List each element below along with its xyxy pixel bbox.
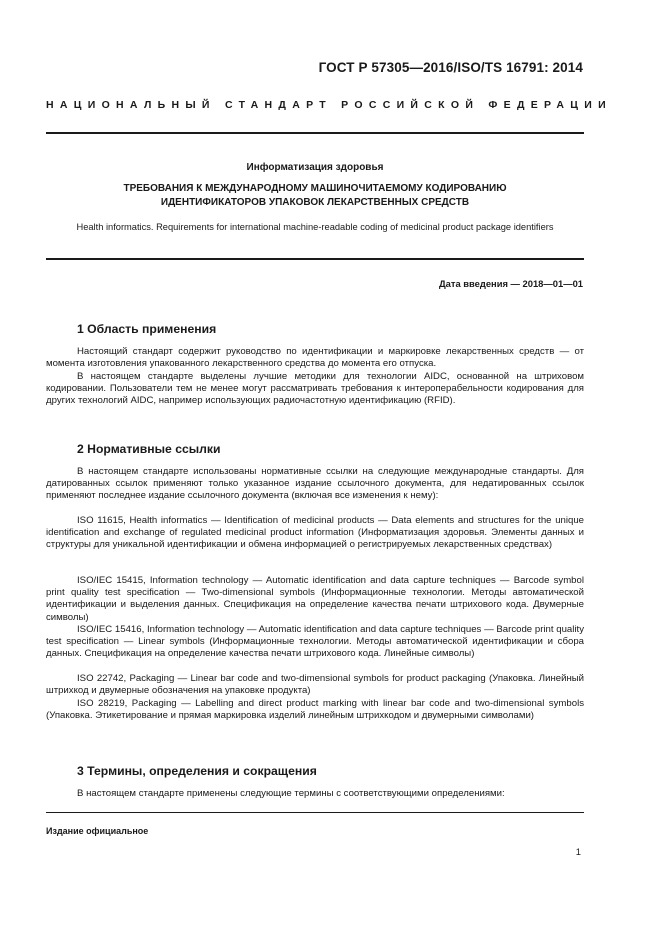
section-1-heading: 1 Область применения bbox=[77, 322, 217, 336]
national-standard-banner: НАЦИОНАЛЬНЫЙ СТАНДАРТ РОССИЙСКОЙ ФЕДЕРАЦИИ bbox=[46, 99, 612, 111]
title-line-1: ТРЕБОВАНИЯ К МЕЖДУНАРОДНОМУ МАШИНОЧИТАЕМОМУ КОДИРОВАНИЮ bbox=[123, 183, 507, 194]
reference-iso-11615: ISO 11615, Health informatics — Identification of medicinal products — Data elements and structures for the unique identification and exchange of regulated medicinal product information (Информатизация здоровья. Элементы данных и структуры для уникальной идентификации и обмена информацией о регистрируемых лекарственных средствах) bbox=[46, 515, 584, 551]
document-title bbox=[46, 182, 584, 210]
section-1-paragraph-2: В настоящем стандарте выделены лучшие методики для технологии AIDC, основанной на штриховом кодировании. Пользователи тем не менее могут рассматривать требования к интероперабельности кодирования для других технологий AIDC, например использующих радиочастотную идентификацию (RFID). bbox=[46, 371, 584, 407]
official-edition-label: Издание официальное bbox=[46, 826, 149, 836]
top-divider bbox=[46, 132, 584, 134]
title-divider bbox=[46, 258, 584, 260]
standard-code: ГОСТ Р 57305—2016/ISO/TS 16791: 2014 bbox=[318, 60, 583, 75]
english-title: Health informatics. Requirements for international machine-readable coding of medicinal product package identifiers bbox=[76, 222, 554, 232]
document-subtitle: Информатизация здоровья bbox=[246, 162, 384, 173]
reference-iso-22742: ISO 22742, Packaging — Linear bar code and two-dimensional symbols for product packaging (Упаковка. Линейный штрихкод и двумерные обозначения на упаковке продукта) bbox=[46, 673, 584, 697]
section-2-paragraph-1: В настоящем стандарте использованы нормативные ссылки на следующие международные стандарты. Для датированных ссылок применяют только указанное издание ссылочного документа, для недатированных ссылок применяют последнее издание ссылочного документа (включая все изменения к нему): bbox=[46, 466, 584, 502]
section-3-paragraph-1: В настоящем стандарте применены следующие термины с соответствующими определениями: bbox=[77, 788, 505, 799]
section-3-heading: 3 Термины, определения и сокращения bbox=[77, 764, 317, 778]
title-line-2: ИДЕНТИФИКАТОРОВ УПАКОВОК ЛЕКАРСТВЕННЫХ СРЕДСТВ bbox=[160, 197, 470, 208]
page-number: 1 bbox=[575, 846, 581, 857]
reference-iso-iec-15416: ISO/IEC 15416, Information technology — Automatic identification and data capture techniques — Barcode print quality test specification — Linear symbols (Информационные технологии. Методы автоматической идентификации и сбора данных. Спецификация на определение качества печати штрихового кода. Линейные символы) bbox=[46, 624, 584, 660]
section-1-paragraph-1: Настоящий стандарт содержит руководство по идентификации и маркировке лекарственных средств — от момента изготовления упакованного лекарственного средства до момента его отпуска. bbox=[46, 346, 584, 370]
reference-iso-28219: ISO 28219, Packaging — Labelling and direct product marking with linear bar code and two-dimensional symbols (Упаковка. Этикетирование и прямая маркировка изделий линейным штрихкодом и двумерными символами) bbox=[46, 698, 584, 722]
section-2-heading: 2 Нормативные ссылки bbox=[77, 442, 221, 456]
reference-iso-iec-15415: ISO/IEC 15415, Information technology — Automatic identification and data capture techniques — Barcode symbol print quality test specification — Two-dimensional symbols (Информационные технологии. Методы автоматической идентификации и выделения данных. Спецификация на определение качества печати штрихового кода. Двумерные символы) bbox=[46, 575, 584, 623]
introduction-date: Дата введения — 2018—01—01 bbox=[438, 278, 583, 289]
footer-divider bbox=[46, 812, 584, 813]
